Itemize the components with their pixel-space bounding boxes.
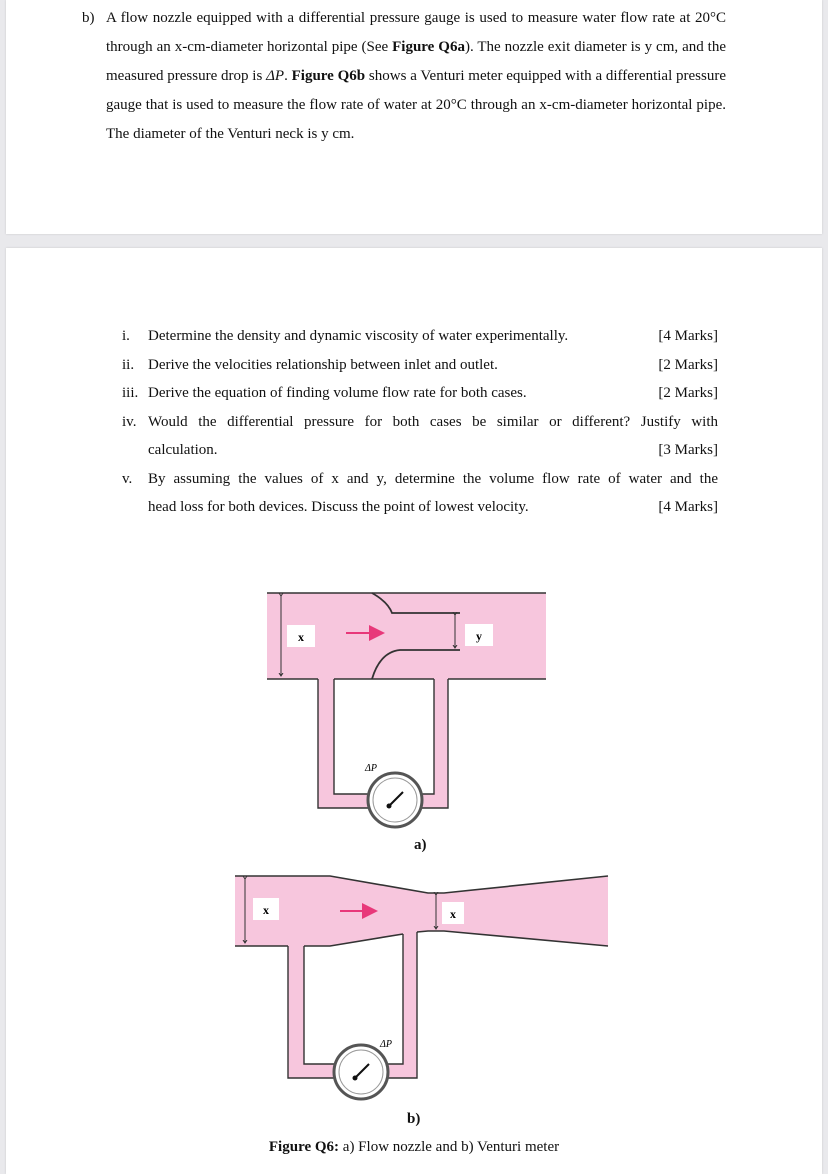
question-text-line-2: head loss for both devices. Discuss the point of lowest velocity. bbox=[148, 499, 529, 515]
question-text: Derive the equation of finding volume flow rate for both cases. bbox=[148, 385, 527, 401]
subcaption-b: b) bbox=[407, 1111, 421, 1127]
question-marks: [4 Marks] bbox=[658, 328, 718, 344]
nozzle-right-tube-inner bbox=[420, 679, 434, 794]
subcaption-a: a) bbox=[414, 837, 427, 853]
venturi-fluid bbox=[235, 876, 608, 946]
venturi-label-x-inlet: x bbox=[263, 903, 269, 917]
figure-ref-b: Figure Q6b bbox=[291, 68, 366, 84]
question-number: iv. bbox=[122, 414, 137, 430]
question-text-line-2: calculation. bbox=[148, 442, 218, 458]
question-marks: [2 Marks] bbox=[658, 385, 718, 401]
part-b-text-3: . bbox=[284, 68, 292, 84]
venturi-left-tube bbox=[288, 946, 344, 1078]
question-text: Determine the density and dynamic viscosity of water experimentally. bbox=[148, 328, 569, 344]
question-number: v. bbox=[122, 471, 133, 487]
question-number: ii. bbox=[122, 357, 135, 373]
flow-nozzle-diagram bbox=[267, 593, 546, 827]
question-marks: [4 Marks] bbox=[658, 499, 718, 515]
nozzle-gauge-pivot bbox=[387, 804, 392, 809]
part-b-text-1: A flow nozzle equipped with a differential pressure gauge is used to measure water flow rate at 20°C through an x-cm-diameter horizontal pipe (See bbox=[106, 10, 726, 55]
venturi-gauge-pivot bbox=[353, 1076, 358, 1081]
figure-caption-text: a) Flow nozzle and b) Venturi meter bbox=[339, 1139, 560, 1155]
question-text-line-1: Would the differential pressure for both cases be similar or different? Justify with bbox=[148, 414, 718, 430]
venturi-label-x-neck: x bbox=[450, 907, 456, 921]
nozzle-left-tube bbox=[318, 679, 370, 808]
figure-caption-label: Figure Q6: bbox=[268, 1139, 340, 1155]
part-b-text-2: ). The nozzle exit diameter is y cm, and the measured pressure drop is bbox=[106, 39, 726, 84]
nozzle-label-x: x bbox=[298, 630, 304, 644]
question-text-line-1: By assuming the values of x and y, determine the volume flow rate of water and the bbox=[148, 471, 718, 487]
figure-caption bbox=[0, 1139, 828, 1156]
question-marks: [3 Marks] bbox=[658, 442, 718, 458]
question-number: i. bbox=[122, 328, 130, 344]
nozzle-label-y: y bbox=[476, 629, 482, 643]
venturi-diagram bbox=[235, 876, 608, 1099]
nozzle-delta-p-label: ΔP bbox=[365, 763, 377, 774]
nozzle-left-tube-inner bbox=[334, 679, 370, 794]
delta-p-symbol: ΔP bbox=[266, 68, 285, 84]
venturi-left-tube-inner bbox=[304, 946, 344, 1064]
part-b-text-4: shows a Venturi meter equipped with a differential pressure gauge that is used to measure the flow rate of water at 20°C through an x-cm-diameter horizontal pipe. The diameter of the Venturi neck is y cm. bbox=[106, 68, 727, 142]
question-marks: [2 Marks] bbox=[658, 357, 718, 373]
question-text: Derive the velocities relationship between inlet and outlet. bbox=[148, 357, 498, 373]
venturi-right-tube bbox=[380, 933, 417, 1078]
part-b-label: b) bbox=[82, 10, 95, 26]
venturi-delta-p-label: ΔP bbox=[380, 1039, 392, 1050]
question-number: iii. bbox=[122, 385, 139, 401]
figure-ref-a: Figure Q6a bbox=[392, 39, 465, 55]
